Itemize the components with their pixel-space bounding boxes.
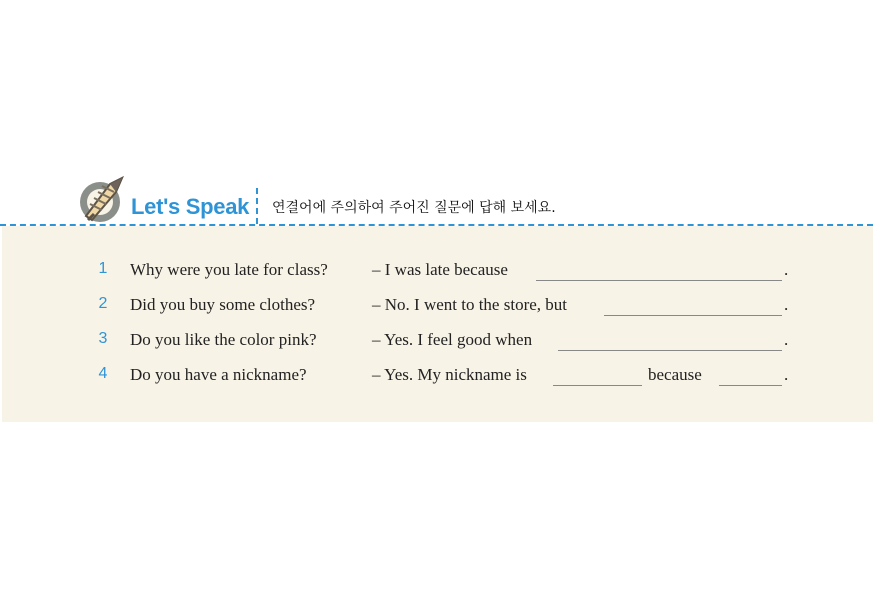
sentence-period: .: [784, 295, 789, 314]
exercise-panel: [2, 226, 873, 422]
exercise-item: [2, 328, 873, 352]
answer-blank[interactable]: [558, 350, 782, 351]
answer-prompt: – No. I went to the store, but: [372, 295, 567, 314]
item-number: 4: [98, 365, 108, 382]
exercise-item: [2, 293, 873, 317]
section-header: [0, 170, 873, 226]
question-text: Why were you late for class?: [130, 260, 328, 279]
instruction-text: 연결어에 주의하여 주어진 질문에 답해 보세요.: [272, 200, 556, 216]
because-text: because: [648, 365, 702, 384]
question-text: Do you like the color pink?: [130, 330, 317, 349]
answer-blank[interactable]: [536, 280, 782, 281]
item-number: 3: [98, 330, 108, 347]
sentence-period: .: [784, 365, 789, 384]
nickname-blank[interactable]: [553, 385, 642, 386]
sentence-period: .: [784, 330, 789, 349]
sentence-period: .: [784, 260, 789, 279]
section-title: Let's Speak: [131, 194, 250, 219]
exercise-item: [2, 363, 873, 387]
item-number: 1: [98, 260, 108, 277]
question-text: Do you have a nickname?: [130, 365, 307, 384]
answer-prompt: – Yes. My nickname is: [372, 365, 527, 384]
reason-blank[interactable]: [719, 385, 782, 386]
answer-prompt: – Yes. I feel good when: [372, 330, 533, 349]
question-text: Did you buy some clothes?: [130, 295, 316, 314]
title-divider: [256, 188, 258, 224]
answer-blank[interactable]: [604, 315, 782, 316]
item-number: 2: [98, 295, 108, 312]
quill-pen-icon: [76, 170, 132, 226]
exercise-item: [2, 258, 873, 282]
answer-prompt: – I was late because: [372, 260, 508, 279]
